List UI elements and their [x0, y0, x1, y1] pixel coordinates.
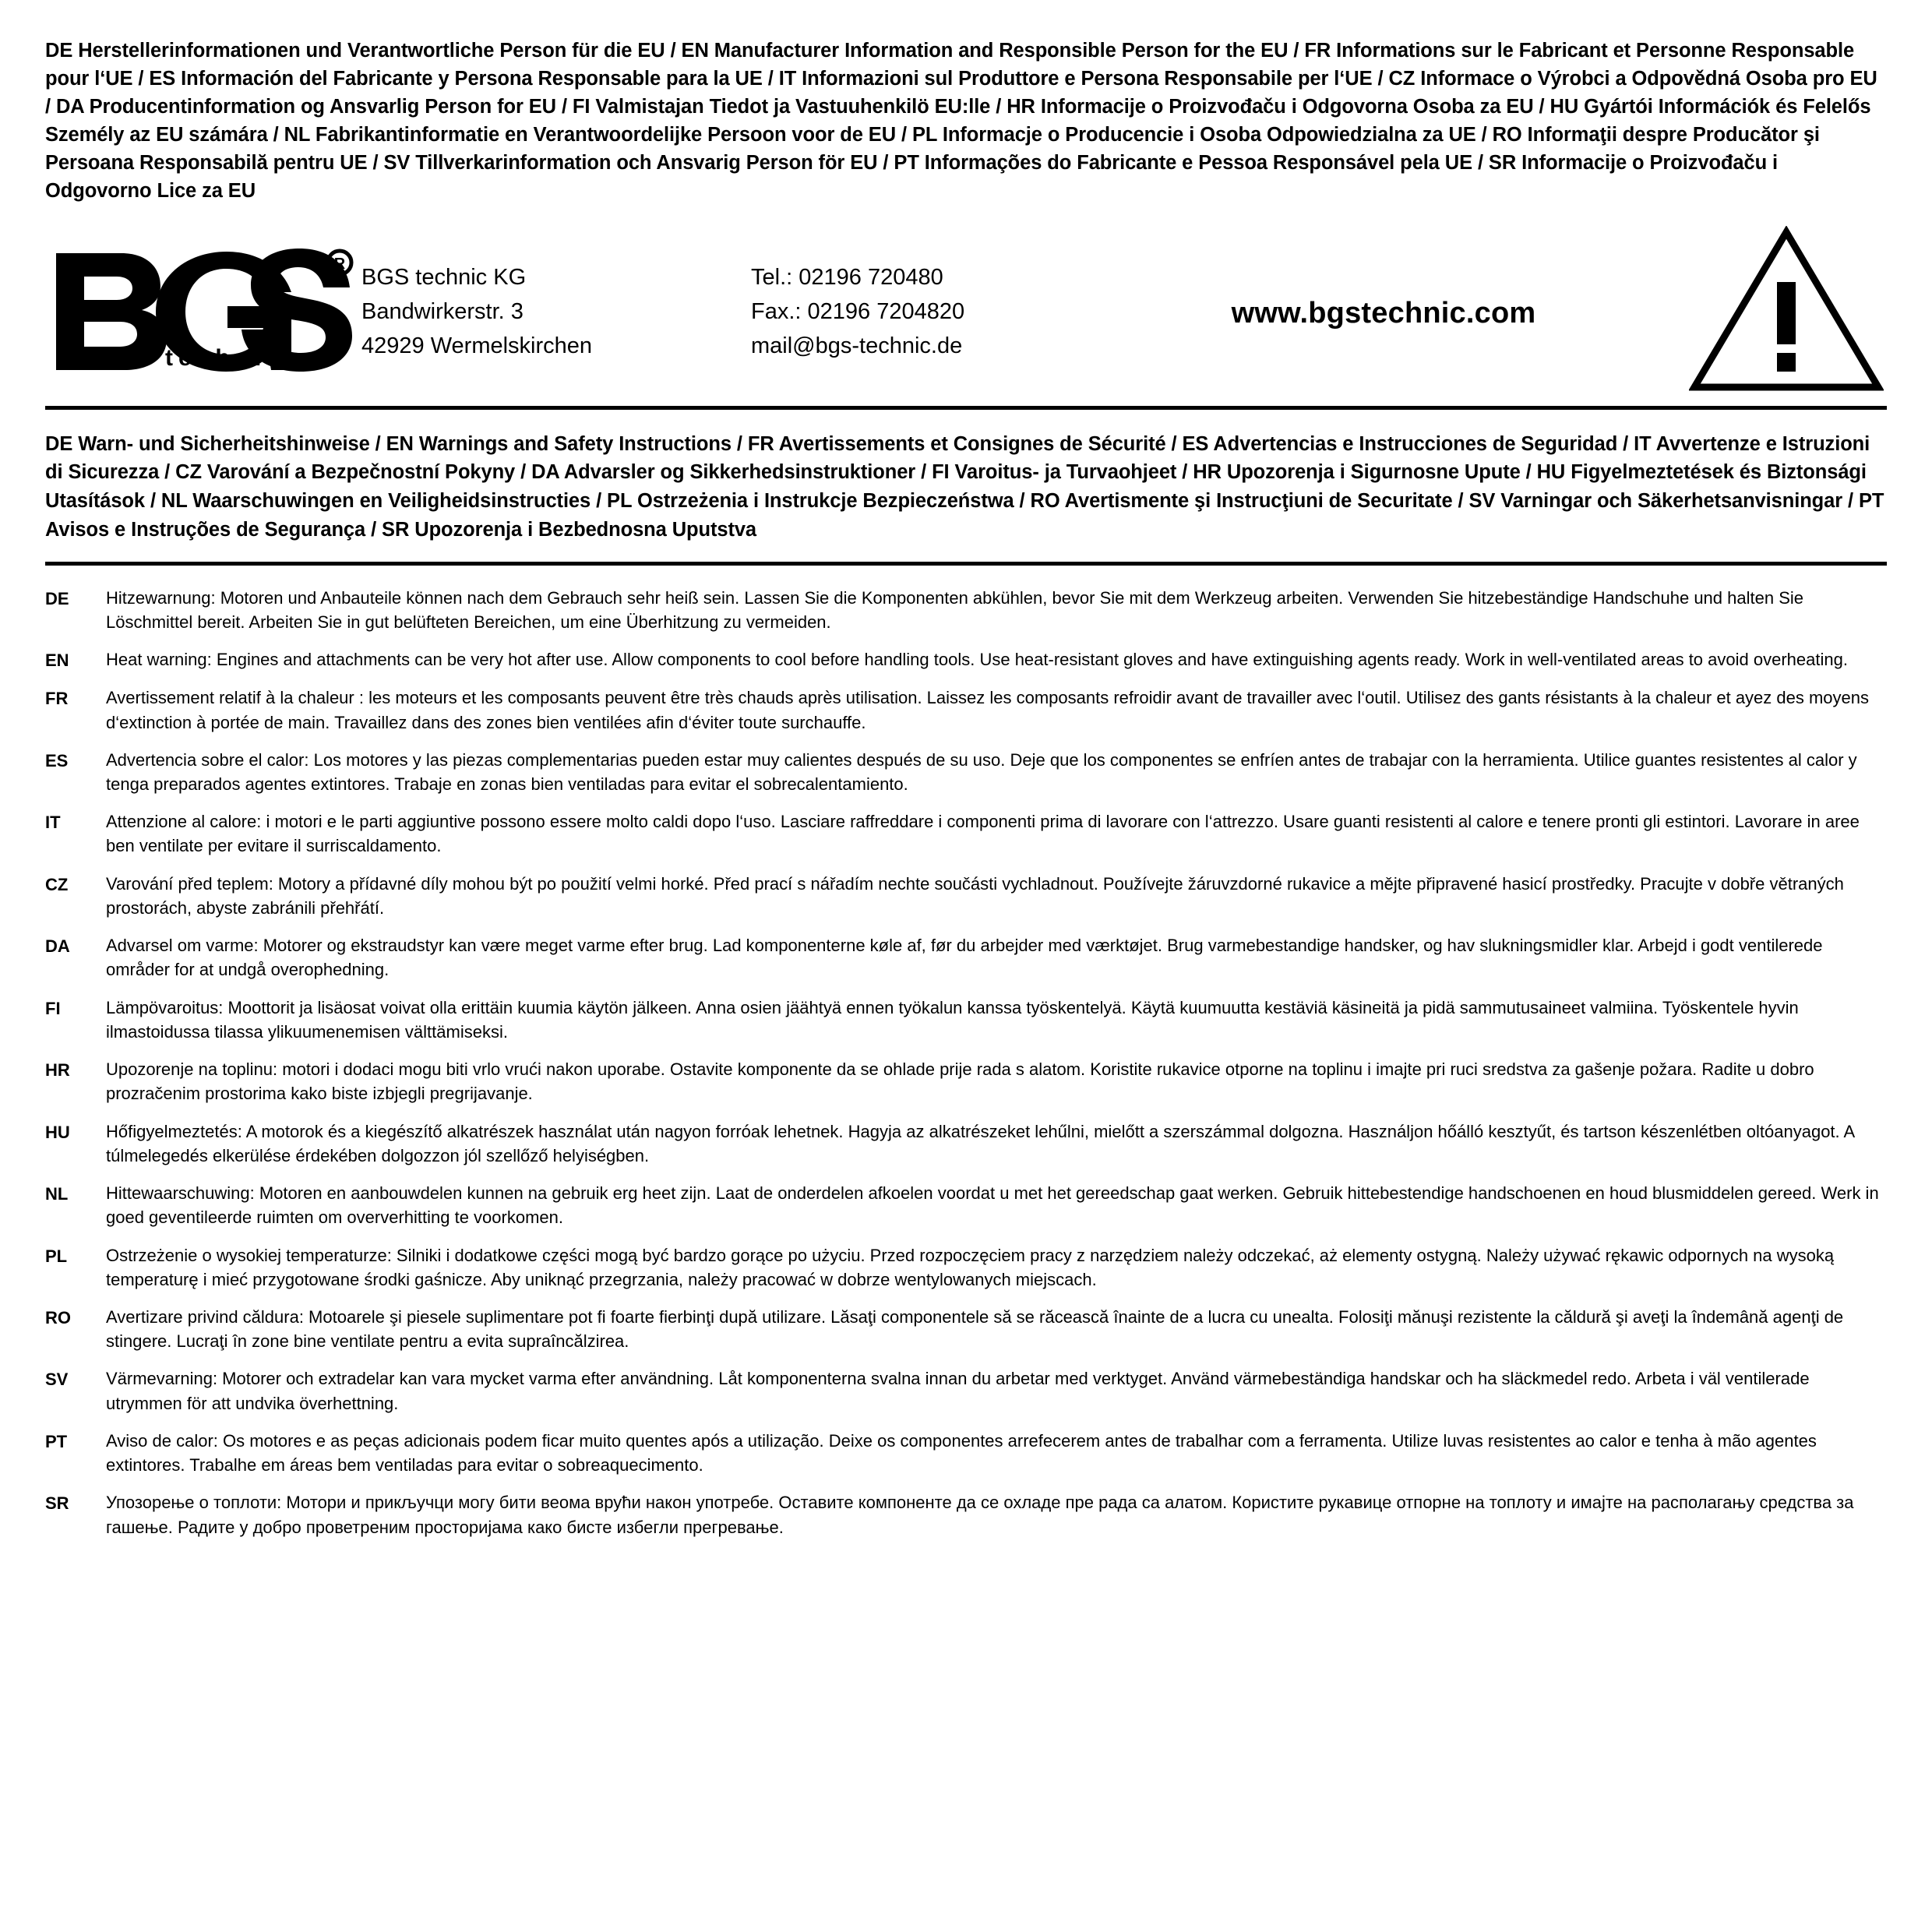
language-code: FI [45, 998, 61, 1018]
list-item [45, 686, 1887, 734]
language-text: Hittewaarschuwing: Motoren en aanbouwdelen kunnen na gebruik erg heet zijn. Laat de onderdelen afkoelen voordat u met het gereedschap gaat werken. Gebruik hittebestendige handschoenen en houd blusmiddelen gereed. Werk in goed geventileerde ruimten om oververhitting te voorkomen. [106, 1183, 1879, 1228]
warning-triangle [1673, 226, 1887, 393]
company-city: 42929 Wermelskirchen [361, 333, 593, 359]
language-code: PL [45, 1246, 68, 1266]
list-item [45, 748, 1887, 796]
language-code: CZ [45, 874, 69, 894]
language-code: RO [45, 1307, 71, 1327]
list-item [45, 1181, 1887, 1229]
list-item [45, 1429, 1887, 1477]
language-text: Ostrzeżenie o wysokiej temperaturze: Silniki i dodatkowe części mogą być bardzo gorące po użyciu. Przed rozpoczęciem pracy z narzędziem należy odczekać, aż elementy ostygną. Należy używać rękawic odpornych na wysoką temperaturę i mieć przygotowane środki gaśnicze. Aby uniknąć przegrzania, należy pracować w dobrze wentylowanych miejscach. [106, 1245, 1835, 1289]
company-fax: Fax.: 02196 7204820 [751, 299, 965, 325]
company-contact [751, 256, 1094, 364]
list-item [45, 1119, 1887, 1168]
language-code: HR [45, 1060, 70, 1081]
list-item [45, 872, 1887, 920]
company-email[interactable]: mail@bgs-technic.de [751, 333, 963, 359]
language-code: EN [45, 650, 69, 671]
language-text: Aviso de calor: Os motores e as peças adicionais podem ficar muito quentes após a utilização. Deixe os componentes arrefecerem antes de trabalhar com a ferramenta. Utilize luvas resistentes ao calor e tenha à mão agentes extintores. Trabalhe em áreas bem ventiladas para evitar o sobreaquecimento. [106, 1430, 1817, 1475]
bgs-logo [45, 247, 361, 372]
company-telephone: Tel.: 02196 720480 [751, 264, 943, 290]
language-code: PT [45, 1431, 68, 1451]
language-text: Advertencia sobre el calor: Los motores y las piezas complementarias pueden estar muy calientes después de su uso. Deje que los componentes se enfríen antes de trabajar con la herramienta. Utilice guantes resistentes al calor y tenga preparados agentes extintores. Trabaje en zonas bien ventiladas para evitar el sobrecalentamiento. [106, 749, 1857, 794]
company-name: BGS technic KG [361, 264, 527, 290]
language-code: SV [45, 1370, 69, 1390]
language-text: Упозорење о топлоти: Мотори и прикључци могу бити веома врући након употребе. Оставите компоненте да се охладе пре рада са алатом. Користите рукавице отпорне на топлоту и имајте на располагању средства за гашење. Радите у добро проветреним просторијама како бисте избегли прегревање. [106, 1493, 1854, 1537]
bgs-logo-icon [50, 247, 354, 372]
list-item [45, 1490, 1887, 1539]
company-address [361, 256, 751, 364]
list-item [45, 809, 1887, 858]
language-code: DE [45, 588, 69, 608]
language-text: Attenzione al calore: i motori e le parti aggiuntive possono essere molto caldi dopo l‘uso. Lasciare raffreddare i componenti prima di lavorare con l‘attrezzo. Usare guanti resistenti al calore e tenere pronti gli estintori. Lavorare in aree ben ventilate per evitare il surriscaldamento. [106, 812, 1860, 856]
language-code: ES [45, 750, 69, 770]
list-item [45, 933, 1887, 982]
list-item [45, 647, 1887, 672]
language-text: Avertizare privind căldura: Motoarele şi piesele suplimentare pot fi foarte fierbinţi după utilizare. Lăsaţi componentele să se răcească înainte de a lucra cu unealta. Folosiţi mănuşi rezistente la căldură şi aveţi la îndemână agenţi de stingere. Lucraţi în zone bine ventilate pentru a evita supraîncălzirea. [106, 1306, 1844, 1352]
svg-text:technic: technic [165, 345, 286, 372]
language-text: Hitzewarnung: Motoren und Anbauteile können nach dem Gebrauch sehr heiß sein. Lassen Sie die Komponenten abkühlen, bevor Sie mit dem Werkzeug arbeiten. Verwenden Sie hitzebeständige Handschuhe und halten Sie Löschmittel bereit. Arbeiten Sie in gut belüfteten Bereichen, um eine Überhitzung zu vermeiden. [106, 587, 1803, 632]
language-code: NL [45, 1184, 69, 1204]
svg-text:R: R [333, 256, 346, 273]
list-item [45, 1057, 1887, 1105]
language-text: Upozorenje na toplinu: motori i dodaci mogu biti vrlo vrući nakon uporabe. Ostavite komponente da se ohlade prije rada s alatom. Koristite rukavice otporne na toplinu i imajte pri ruci sredstva za gašenje požara. Radite u dobro prozračenim prostorima kako biste izbjegli pregrijavanje. [106, 1059, 1814, 1104]
language-code: HU [45, 1122, 70, 1142]
language-text: Advarsel om varme: Motorer og ekstraudstyr kan være meget varme efter brug. Lad komponenterne køle af, før du arbejder med værktøjet. Brug varmebestandige handsker, og hav slukningsmidler klar. Arbejd i godt ventilerede områder for at undgå overophedning. [106, 936, 1823, 980]
language-code: SR [45, 1493, 69, 1514]
warning-triangle-icon [1689, 226, 1884, 393]
safety-instructions-heading: DE Warn- und Sicherheitshinweise / EN Warnings and Safety Instructions / FR Avertissements et Consignes de Sécurité / ES Advertencias e Instrucciones de Seguridad / IT Avvertenze e Istruzioni di Sicurezza / CZ Varování a Bezpečnostní Pokyny / DA Advarsler og Sikkerhedsinstruktioner / FI Varoitus- ja Turvaohjeet / HR Upozorenja i Sigurnosne Upute / HU Figyelmeztetések és Biztonsági Utasítások / NL Waarschuwingen en Veiligheidsinstructies / PL Ostrzeżenia i Instrukcje Bezpieczeństwa / RO Avertismente şi Instrucţiuni de Securitate / SV Varningar och Säkerhetsanvisningar / PT Avisos e Instruções de Segurança / SR Upozorenja i Bezbednosna Uputstva [45, 430, 1887, 566]
language-code: IT [45, 813, 61, 833]
language-code: DA [45, 936, 70, 957]
language-code: FR [45, 689, 69, 709]
language-text: Hőfigyelmeztetés: A motorok és a kiegészítő alkatrészek használat után nagyon forróak lehetnek. Hagyja az alkatrészeket lehűlni, mielőtt a szerszámmal dolgozna. Használjon hőálló kesztyűt, és tartson készenlétben oltóanyagot. A túlmelegedés elkerülése érdekében dolgozzon jól szellőző helyiségben. [106, 1121, 1855, 1165]
company-information-band [45, 226, 1887, 410]
list-item [45, 996, 1887, 1044]
language-text: Lämpövaroitus: Moottorit ja lisäosat voivat olla erittäin kuumia käytön jälkeen. Anna osien jäähtyä ennen työkalun kanssa työskentelyä. Käytä kuumuutta kestäviä käsineitä ja pidä sammutusaineet valmiina. Työskentele hyvin ilmastoidussa tilassa ylikuumenemisen välttämiseksi. [106, 997, 1799, 1042]
language-text: Varování před teplem: Motory a přídavné díly mohou být po použití velmi horké. Před prací s nářadím nechte součásti vychladnout. Používejte žáruvzdorné rukavice a mějte připravené hasicí prostředky. Pracujte v dobře větraných prostorách, abyste zabránili přehřátí. [106, 873, 1844, 918]
language-text: Avertissement relatif à la chaleur : les moteurs et les composants peuvent être très chauds après utilisation. Laissez les composants refroidir avant de travailler avec l‘outil. Utilisez des gants résistants à la chaleur et ayez des moyens d‘extinction à portée de main. Travaillez dans des zones bien ventilées afin d‘éviter toute surchauffe. [106, 688, 1870, 732]
language-text: Värmevarning: Motorer och extradelar kan vara mycket varma efter användning. Låt komponenterna svalna innan du arbetar med verktyget. Använd värmebeständiga handskar och ha släckmedel redo. Arbeta i väl ventilerade utrymmen för att undvika överhettning. [106, 1369, 1810, 1413]
company-website[interactable]: www.bgstechnic.com [1231, 296, 1536, 330]
manufacturer-info-heading: DE Herstellerinformationen und Verantwortliche Person für die EU / EN Manufacturer Information and Responsible Person for the EU / FR Informations sur le Fabricant et Personne Responsable pour l‘UE / ES Información del Fabricante y Persona Responsable para la UE / IT Informazioni sul Produttore e Persona Responsabile per l‘UE / CZ Informace o Výrobci a Odpovědná Osoba pro EU / DA Producentinformation og Ansvarlig Person for EU / FI Valmistajan Tiedot ja Vastuuhenkilö EU:lle / HR Informacije o Proizvođaču i Odgovorna Osoba za EU / HU Gyártói Információk és Felelős Személy az EU számára / NL Fabrikantinformatie en Verantwoordelijke Persoon voor de EU / PL Informacje o Producencie i Osoba Odpowiedzialna za UE / RO Informaţii despre Producător şi Persoana Responsabilă pentru UE / SV Tillverkarinformation och Ansvarig Person för EU / PT Informações do Fabricante e Pessoa Responsável pela UE / SR Informacije o Proizvođaču i Odgovorno Lice za EU [45, 40, 1877, 202]
list-item [45, 1305, 1887, 1353]
list-item [45, 1243, 1887, 1292]
language-entries-list [45, 586, 1887, 1539]
company-street: Bandwirkerstr. 3 [361, 299, 524, 325]
list-item [45, 586, 1887, 634]
language-text: Heat warning: Engines and attachments can be very hot after use. Allow components to cool before handling tools. Use heat-resistant gloves and have extinguishing agents ready. Work in well-ventilated areas to avoid overheating. [106, 650, 1848, 670]
list-item [45, 1366, 1887, 1415]
